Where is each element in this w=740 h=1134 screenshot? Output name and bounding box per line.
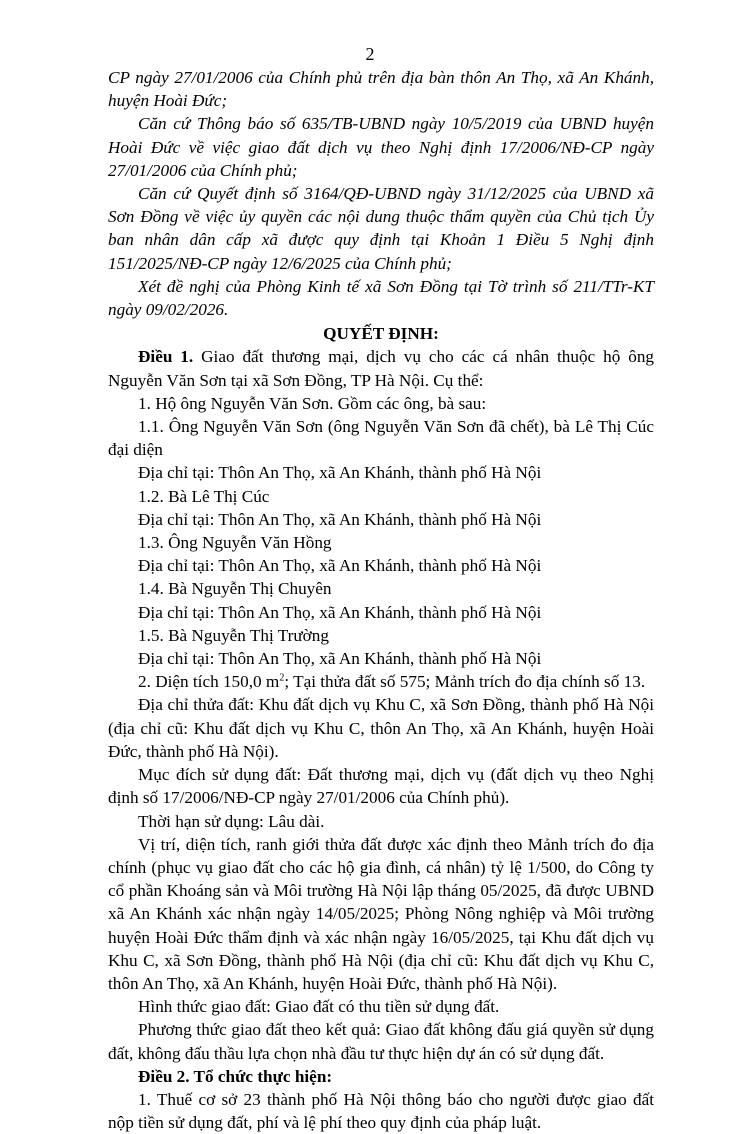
- preamble-notice-635: Căn cứ Thông báo số 635/TB-UBND ngày 10/5/2019 của UBND huyện Hoài Đức về việc giao đất dịch vụ theo Nghị định 17/2006/NĐ-CP ngày 27/01/2006 của Chính phủ;: [108, 114, 654, 180]
- household-line: 1. Hộ ông Nguyễn Văn Sơn. Gồm các ông, bà sau:: [138, 393, 487, 413]
- member-address: Địa chỉ tại: Thôn An Thọ, xã An Khánh, thành phố Hà Nội: [138, 463, 542, 483]
- article-2-heading-text: Điều 2. Tổ chức thực hiện:: [138, 1066, 333, 1086]
- allocation-method: Phương thức giao đất theo kết quả: Giao đất không đấu giá quyền sử dụng đất, không đấu thầu lựa chọn nhà đầu tư thực hiện dự án có sử dụng đất.: [108, 1020, 654, 1063]
- land-parcel-text: ; Tại thửa đất số 575; Mảnh trích đo địa chính số 13.: [284, 672, 646, 692]
- member-address: Địa chỉ tại: Thôn An Thọ, xã An Khánh, thành phố Hà Nội: [138, 556, 542, 576]
- member-name: 1.1. Ông Nguyễn Văn Sơn (ông Nguyễn Văn Sơn đã chết), bà Lê Thị Cúc đại diện: [108, 417, 654, 460]
- page-number: 2: [365, 44, 375, 64]
- land-term: Thời hạn sử dụng: Lâu dài.: [138, 811, 325, 831]
- article-1-intro-text: Giao đất thương mại, dịch vụ cho các cá nhân thuộc hộ ông Nguyễn Văn Sơn tại xã Sơn Đồng, TP Hà Nội. Cụ thể:: [108, 347, 655, 390]
- land-location: Vị trí, diện tích, ranh giới thửa đất được xác định theo Mảnh trích đo địa chính (phục vụ giao đất cho các hộ gia đình, cá nhân) tỷ lệ 1/500, do Công ty cổ phần Khoáng sản và Môi trường Hà Nội lập tháng 05/2025, đã được UBND xã An Khánh xác nhận ngày 14/05/2025; Phòng Nông nghiệp và Môi trường huyện Hoài Đức thẩm định và xác nhận ngày 16/05/2025, tại Khu đất dịch vụ Khu C, xã Sơn Đồng, thành phố Hà Nội (địa chỉ cũ: Khu đất dịch vụ Khu C, thôn An Thọ, xã An Khánh, huyện Hoài Đức, thành phố Hà Nội).: [108, 834, 654, 993]
- land-area: [108, 670, 654, 693]
- member-name: 1.4. Bà Nguyễn Thị Chuyên: [138, 579, 332, 599]
- land-area-text: 2. Diện tích 150,0 m: [138, 672, 280, 692]
- land-area-unit-exponent: 2: [279, 672, 285, 684]
- member-address: Địa chỉ tại: Thôn An Thọ, xã An Khánh, thành phố Hà Nội: [138, 649, 542, 669]
- document-body: [108, 66, 654, 1134]
- member-address: Địa chỉ tại: Thôn An Thọ, xã An Khánh, thành phố Hà Nội: [138, 602, 542, 622]
- article-1-intro: [108, 345, 654, 391]
- preamble-continuation: CP ngày 27/01/2006 của Chính phủ trên địa bàn thôn An Thọ, xã An Khánh, huyện Hoài Đức;: [108, 68, 654, 111]
- allocation-form: Hình thức giao đất: Giao đất có thu tiền sử dụng đất.: [138, 997, 500, 1017]
- member-name: 1.5. Bà Nguyễn Thị Trường: [138, 625, 329, 645]
- member-name: 1.3. Ông Nguyễn Văn Hồng: [138, 533, 332, 553]
- article-2-heading: [108, 1065, 654, 1088]
- preamble-proposal: Xét đề nghị của Phòng Kinh tế xã Sơn Đồng tại Tờ trình số 211/TTr-KT ngày 09/02/2026.: [108, 276, 654, 320]
- preamble-decision-3164: Căn cứ Quyết định số 3164/QĐ-UBND ngày 31/12/2025 của UBND xã Sơn Đồng về việc ủy quyền các nội dung thuộc thẩm quyền của Chủ tịch Ủy ban nhân dân cấp xã được quy định tại Khoản 1 Điều 5 Nghị định 151/2025/NĐ-CP ngày 12/6/2025 của Chính phủ;: [108, 184, 654, 273]
- land-address: Địa chỉ thửa đất: Khu đất dịch vụ Khu C, xã Sơn Đồng, thành phố Hà Nội (địa chỉ cũ: Khu đất dịch vụ Khu C, thôn An Thọ, xã An Khánh, huyện Hoài Đức, thành phố Hà Nội).: [108, 695, 654, 761]
- decision-title: QUYẾT ĐỊNH:: [323, 324, 439, 344]
- land-purpose: Mục đích sử dụng đất: Đất thương mại, dịch vụ (đất dịch vụ theo Nghị định số 17/2006/NĐ-CP ngày 27/01/2006 của Chính phủ).: [108, 765, 654, 808]
- member-address: Địa chỉ tại: Thôn An Thọ, xã An Khánh, thành phố Hà Nội: [138, 509, 542, 529]
- article-2-item-1: 1. Thuế cơ sở 23 thành phố Hà Nội thông báo cho người được giao đất nộp tiền sử dụng đất, phí và lệ phí theo quy định của pháp luật.: [108, 1089, 654, 1133]
- member-name: 1.2. Bà Lê Thị Cúc: [138, 486, 270, 506]
- article-1-heading: Điều 1.: [138, 347, 194, 367]
